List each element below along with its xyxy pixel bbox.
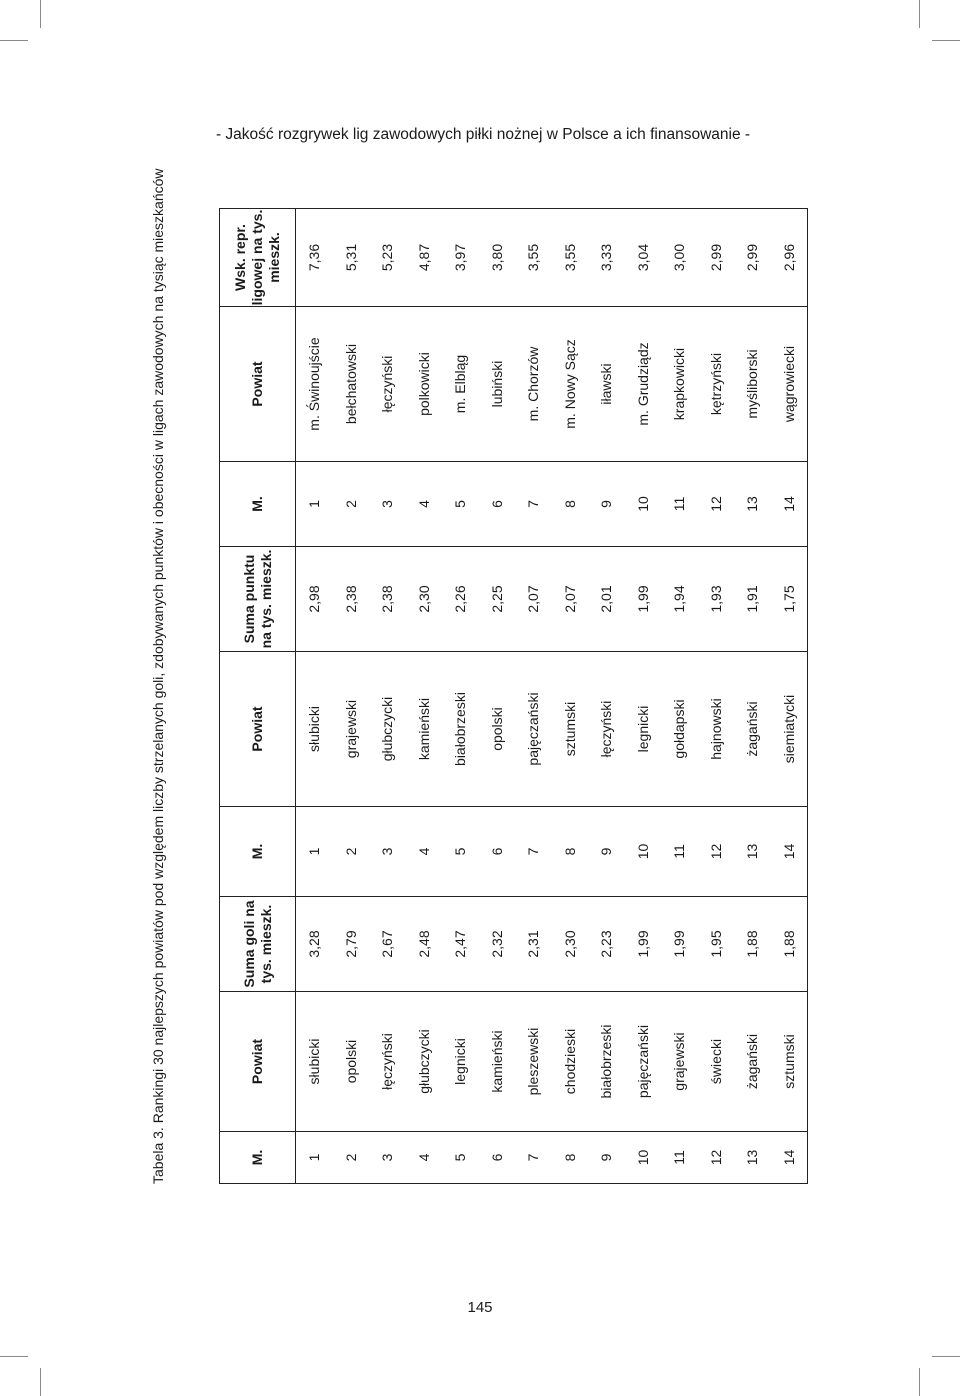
table-cell: 7 [515,1132,552,1184]
table-cell: 2,48 [406,897,443,992]
page-number: 145 [467,1299,493,1316]
crop-mark [0,40,28,41]
table-cell: 1 [296,1132,333,1184]
table-cell: 3 [369,1132,406,1184]
table-cell: kamieński [479,992,516,1132]
table-cell: sztumski [771,992,808,1132]
table-cell: 11 [661,807,698,897]
table-cell: 14 [771,462,808,547]
table-cell: 2,98 [296,547,333,652]
table-cell: 10 [625,1132,662,1184]
crop-mark [0,1356,28,1357]
table-cell: 3 [369,462,406,547]
table-cell: m. Elbląg [442,307,479,462]
table-cell: 9 [588,462,625,547]
table-cell: 2,07 [515,547,552,652]
table-cell: białobrzeski [588,992,625,1132]
table-cell: 2,26 [442,547,479,652]
table-cell: 1,88 [734,897,771,992]
table-cell: słubicki [296,992,333,1132]
table-cell: m. Nowy Sącz [552,307,589,462]
table-cell: pajęczański [515,652,552,807]
table-cell: 1,94 [661,547,698,652]
crop-mark [40,0,41,28]
table-cell: 4,87 [406,209,443,307]
table-cell: 3,55 [515,209,552,307]
table-row [552,209,589,1184]
rotated-table-region [150,168,810,1184]
table-row [479,209,516,1184]
table-row [661,209,698,1184]
table-cell: 1 [296,462,333,547]
table-cell: 8 [552,462,589,547]
table-cell: myśliborski [734,307,771,462]
table-cell: 4 [406,462,443,547]
table-row [625,209,662,1184]
table-cell: 2,96 [771,209,808,307]
table-cell: białobrzeski [442,652,479,807]
table-cell: legnicki [442,992,479,1132]
table-cell: krapkowicki [661,307,698,462]
table-cell: 6 [479,1132,516,1184]
running-header: - Jakość rozgrywek lig zawodowych piłki nożnej w Polsce a ich finansowanie - [215,126,751,143]
table-cell: 9 [588,807,625,897]
table-cell: 1,95 [698,897,735,992]
column-header: Powiat [220,652,296,807]
table-cell: łęczyński [588,652,625,807]
table-header-row [220,209,296,1184]
table-cell: łęczyński [369,992,406,1132]
table-cell: 2,31 [515,897,552,992]
table-cell: 9 [588,1132,625,1184]
table-cell: 4 [406,807,443,897]
table-cell: 2,23 [588,897,625,992]
table-row [771,209,808,1184]
table-caption: Tabela 3. Rankingi 30 najlepszych powiatów pod względem liczby strzelanych goli, zdobywanych punktów i obecności w ligach zawodowych na tysiąc mieszkańców [150,168,166,1184]
table-cell: 11 [661,462,698,547]
table-cell: 2,38 [333,547,370,652]
table-cell: 2,99 [698,209,735,307]
table-cell: 2,32 [479,897,516,992]
table-cell: 8 [552,807,589,897]
table-cell: 14 [771,807,808,897]
table-cell: 1,99 [625,547,662,652]
table-cell: 1 [296,807,333,897]
table-cell: 1,93 [698,547,735,652]
table-cell: 5,31 [333,209,370,307]
table-cell: polkowicki [406,307,443,462]
table-cell: grajewski [661,992,698,1132]
table-cell: 3,00 [661,209,698,307]
table-cell: 2,07 [552,547,589,652]
table-cell: opolski [479,652,516,807]
crop-mark [932,40,960,41]
table-cell: 12 [698,1132,735,1184]
column-header: M. [220,462,296,547]
table-cell: 7 [515,462,552,547]
table-cell: 8 [552,1132,589,1184]
table-cell: 12 [698,462,735,547]
table-cell: wągrowiecki [771,307,808,462]
table-cell: 2 [333,807,370,897]
table-cell: 2,99 [734,209,771,307]
table-cell: 7 [515,807,552,897]
table-cell: 11 [661,1132,698,1184]
table-cell: 2,30 [406,547,443,652]
table-cell: 13 [734,462,771,547]
table-cell: legnicki [625,652,662,807]
table-cell: żagański [734,992,771,1132]
table-cell: 13 [734,807,771,897]
table-cell: gołdapski [661,652,698,807]
table-cell: 7,36 [296,209,333,307]
ranking-table [219,208,808,1184]
table-row [296,209,333,1184]
table-cell: świecki [698,992,735,1132]
column-header: Powiat [220,307,296,462]
table-cell: 3,97 [442,209,479,307]
table-cell: 3,33 [588,209,625,307]
table-cell: m. Grudziądz [625,307,662,462]
table-cell: 5 [442,1132,479,1184]
table-cell: iławski [588,307,625,462]
table-cell: opolski [333,992,370,1132]
table-row [369,209,406,1184]
table-cell: m. Chorzów [515,307,552,462]
table-cell: 2,67 [369,897,406,992]
table-cell: 10 [625,462,662,547]
table-cell: głubczycki [406,992,443,1132]
table-cell: 3,55 [552,209,589,307]
table-cell: chodzieski [552,992,589,1132]
column-header: Suma punktu na tys. mieszk. [220,547,296,652]
crop-mark [932,1356,960,1357]
table-cell: kamieński [406,652,443,807]
table-cell: 14 [771,1132,808,1184]
column-header: Wsk. repr. ligowej na tys. mieszk. [220,209,296,307]
table-cell: 3,28 [296,897,333,992]
table-cell: 10 [625,807,662,897]
table-cell: 2,47 [442,897,479,992]
table-cell: pleszewski [515,992,552,1132]
table-cell: 1,91 [734,547,771,652]
table-row [734,209,771,1184]
table-body [296,209,808,1184]
column-header: M. [220,1132,296,1184]
table-cell: 1,99 [625,897,662,992]
table-cell: kętrzyński [698,307,735,462]
table-row [442,209,479,1184]
table-cell: 3 [369,807,406,897]
table-cell: siemiatycki [771,652,808,807]
table-cell: grajewski [333,652,370,807]
table-cell: m. Świnoujście [296,307,333,462]
table-cell: 6 [479,807,516,897]
table-cell: 2 [333,1132,370,1184]
table-cell: 13 [734,1132,771,1184]
table-cell: 12 [698,807,735,897]
table-row [588,209,625,1184]
table-cell: 4 [406,1132,443,1184]
table-cell: głubczycki [369,652,406,807]
crop-mark [919,1368,920,1396]
table-row [515,209,552,1184]
table-row [333,209,370,1184]
table-cell: hajnowski [698,652,735,807]
table-cell: 1,88 [771,897,808,992]
table-cell: 2,30 [552,897,589,992]
crop-mark [919,0,920,28]
crop-mark [40,1368,41,1396]
table-cell: żagański [734,652,771,807]
table-cell: 2,01 [588,547,625,652]
table-cell: bełchatowski [333,307,370,462]
table-cell: 5 [442,807,479,897]
table-cell: 3,04 [625,209,662,307]
column-header: Suma goli na tys. mieszk. [220,897,296,992]
column-header: Powiat [220,992,296,1132]
table-cell: pajęczański [625,992,662,1132]
table-cell: sztumski [552,652,589,807]
table-cell: lubiński [479,307,516,462]
table-cell: 1,75 [771,547,808,652]
table-cell: 2,38 [369,547,406,652]
table-cell: 2 [333,462,370,547]
table-cell: słubicki [296,652,333,807]
table-cell: 2,25 [479,547,516,652]
table-cell: 6 [479,462,516,547]
table-cell: 3,80 [479,209,516,307]
table-row [698,209,735,1184]
table-cell: 5,23 [369,209,406,307]
table-cell: 5 [442,462,479,547]
table-row [406,209,443,1184]
table-cell: 1,99 [661,897,698,992]
table-cell: 2,79 [333,897,370,992]
column-header: M. [220,807,296,897]
table-cell: łęczyński [369,307,406,462]
